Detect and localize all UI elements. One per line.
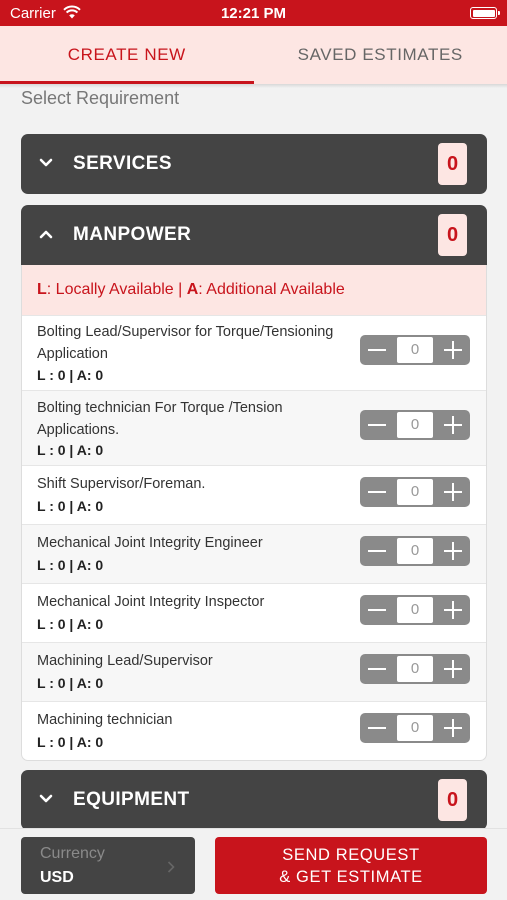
quantity-stepper (360, 713, 470, 743)
equipment-count-badge: 0 (438, 779, 467, 821)
quantity-stepper (360, 335, 470, 365)
battery-icon (470, 7, 497, 19)
quantity-stepper (360, 477, 470, 507)
chevron-down-icon (39, 792, 53, 806)
send-request-button[interactable] (215, 837, 487, 894)
clock: 12:21 PM (220, 5, 287, 22)
manpower-row (22, 524, 486, 583)
tab-bar (0, 26, 507, 84)
quantity-stepper (360, 410, 470, 440)
item-name: Machining Lead/Supervisor (37, 653, 213, 669)
minus-icon[interactable] (360, 477, 394, 507)
quantity-field[interactable]: 0 (397, 597, 433, 623)
plus-icon[interactable] (436, 536, 470, 566)
manpower-row (22, 390, 486, 465)
services-title: SERVICES (73, 153, 172, 174)
item-availability: L : 0 | A: 0 (37, 557, 104, 573)
manpower-row (22, 642, 486, 701)
plus-icon[interactable] (436, 713, 470, 743)
quantity-field[interactable]: 0 (397, 656, 433, 682)
item-availability: L : 0 | A: 0 (37, 734, 104, 750)
item-availability: L : 0 | A: 0 (37, 498, 104, 514)
manpower-row (22, 465, 486, 524)
manpower-header[interactable] (21, 205, 487, 265)
quantity-field[interactable]: 0 (397, 412, 433, 438)
legend-a-key: A (186, 281, 199, 298)
status-bar (0, 0, 507, 26)
quantity-field[interactable]: 0 (397, 337, 433, 363)
item-name: Shift Supervisor/Foreman. (37, 476, 206, 492)
manpower-row (22, 701, 486, 760)
services-count-badge: 0 (438, 143, 467, 185)
minus-icon[interactable] (360, 536, 394, 566)
currency-label: Currency (40, 845, 105, 862)
minus-icon[interactable] (360, 410, 394, 440)
item-name: Bolting technician For Torque /Tension Applications. (37, 400, 283, 438)
quantity-field[interactable]: 0 (397, 715, 433, 741)
plus-icon[interactable] (436, 477, 470, 507)
currency-value: USD (40, 869, 74, 886)
services-header[interactable] (21, 134, 487, 194)
legend-a-text: : Additional Available (198, 281, 345, 298)
manpower-section (21, 205, 487, 761)
bottom-bar (0, 828, 507, 900)
legend-l-key: L (37, 281, 47, 298)
plus-icon[interactable] (436, 335, 470, 365)
quantity-field[interactable]: 0 (397, 479, 433, 505)
manpower-title: MANPOWER (73, 224, 192, 245)
quantity-stepper (360, 654, 470, 684)
section-heading: Select Requirement (21, 88, 180, 108)
availability-legend (22, 265, 486, 315)
item-availability: L : 0 | A: 0 (37, 367, 104, 383)
item-name: Mechanical Joint Integrity Engineer (37, 535, 263, 551)
equipment-header[interactable] (21, 770, 487, 830)
minus-icon[interactable] (360, 713, 394, 743)
tab-saved-estimates[interactable]: SAVED ESTIMATES (297, 45, 463, 64)
item-name: Mechanical Joint Integrity Inspector (37, 594, 265, 610)
quantity-field[interactable]: 0 (397, 538, 433, 564)
send-button-line2: & GET ESTIMATE (279, 868, 423, 886)
chevron-right-icon (167, 861, 175, 873)
send-button-line1: SEND REQUEST (282, 846, 420, 864)
minus-icon[interactable] (360, 654, 394, 684)
item-availability: L : 0 | A: 0 (37, 442, 104, 458)
plus-icon[interactable] (436, 654, 470, 684)
equipment-section (21, 770, 487, 830)
item-name: Machining technician (37, 712, 173, 728)
quantity-stepper (360, 536, 470, 566)
manpower-row (22, 315, 486, 390)
chevron-down-icon (39, 156, 53, 170)
chevron-up-icon (39, 227, 53, 241)
manpower-list (21, 265, 487, 761)
item-availability: L : 0 | A: 0 (37, 616, 104, 632)
manpower-row (22, 583, 486, 642)
item-name: Bolting Lead/Supervisor for Torque/Tensioning Application (37, 324, 334, 362)
legend-l-text: : Locally Available | (46, 281, 187, 298)
services-section (21, 134, 487, 194)
plus-icon[interactable] (436, 595, 470, 625)
quantity-stepper (360, 595, 470, 625)
carrier-label: Carrier (10, 5, 56, 22)
minus-icon[interactable] (360, 595, 394, 625)
equipment-title: EQUIPMENT (73, 789, 190, 810)
tab-create-new[interactable]: CREATE NEW (0, 26, 254, 84)
minus-icon[interactable] (360, 335, 394, 365)
currency-selector[interactable] (21, 837, 195, 894)
item-availability: L : 0 | A: 0 (37, 675, 104, 691)
plus-icon[interactable] (436, 410, 470, 440)
manpower-count-badge: 0 (438, 214, 467, 256)
